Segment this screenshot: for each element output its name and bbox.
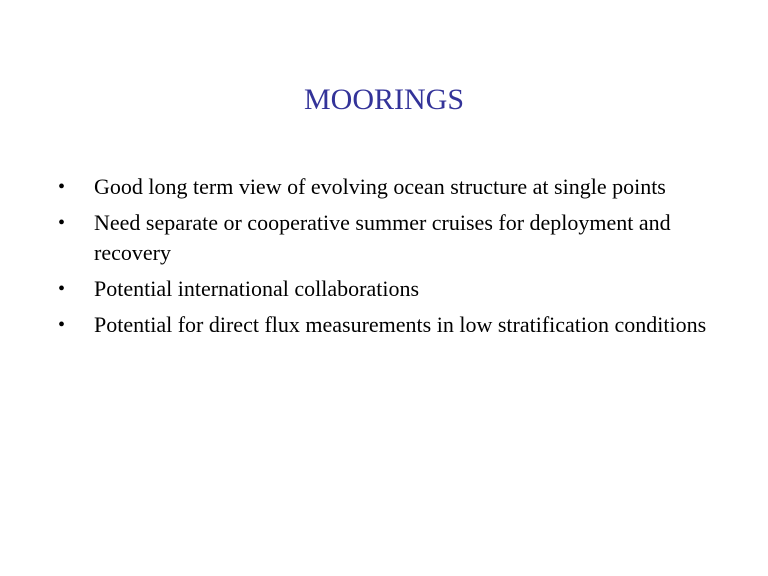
bullet-icon: • — [58, 314, 66, 336]
bullet-list — [58, 172, 718, 346]
bullet-icon: • — [58, 278, 66, 300]
bullet-text: Good long term view of evolving ocean structure at single points — [94, 174, 666, 199]
bullet-text: Need separate or cooperative summer cruises for deployment and recovery — [94, 210, 671, 265]
slide-title: MOORINGS — [303, 83, 465, 116]
bullet-item — [58, 208, 718, 268]
bullet-item — [58, 310, 718, 340]
bullet-text: Potential international collaborations — [94, 276, 420, 301]
bullet-icon: • — [58, 212, 66, 234]
bullet-item — [58, 172, 718, 202]
bullet-icon: • — [58, 176, 66, 198]
bullet-item — [58, 274, 718, 304]
bullet-text: Potential for direct flux measurements in low stratification conditions — [94, 312, 707, 337]
